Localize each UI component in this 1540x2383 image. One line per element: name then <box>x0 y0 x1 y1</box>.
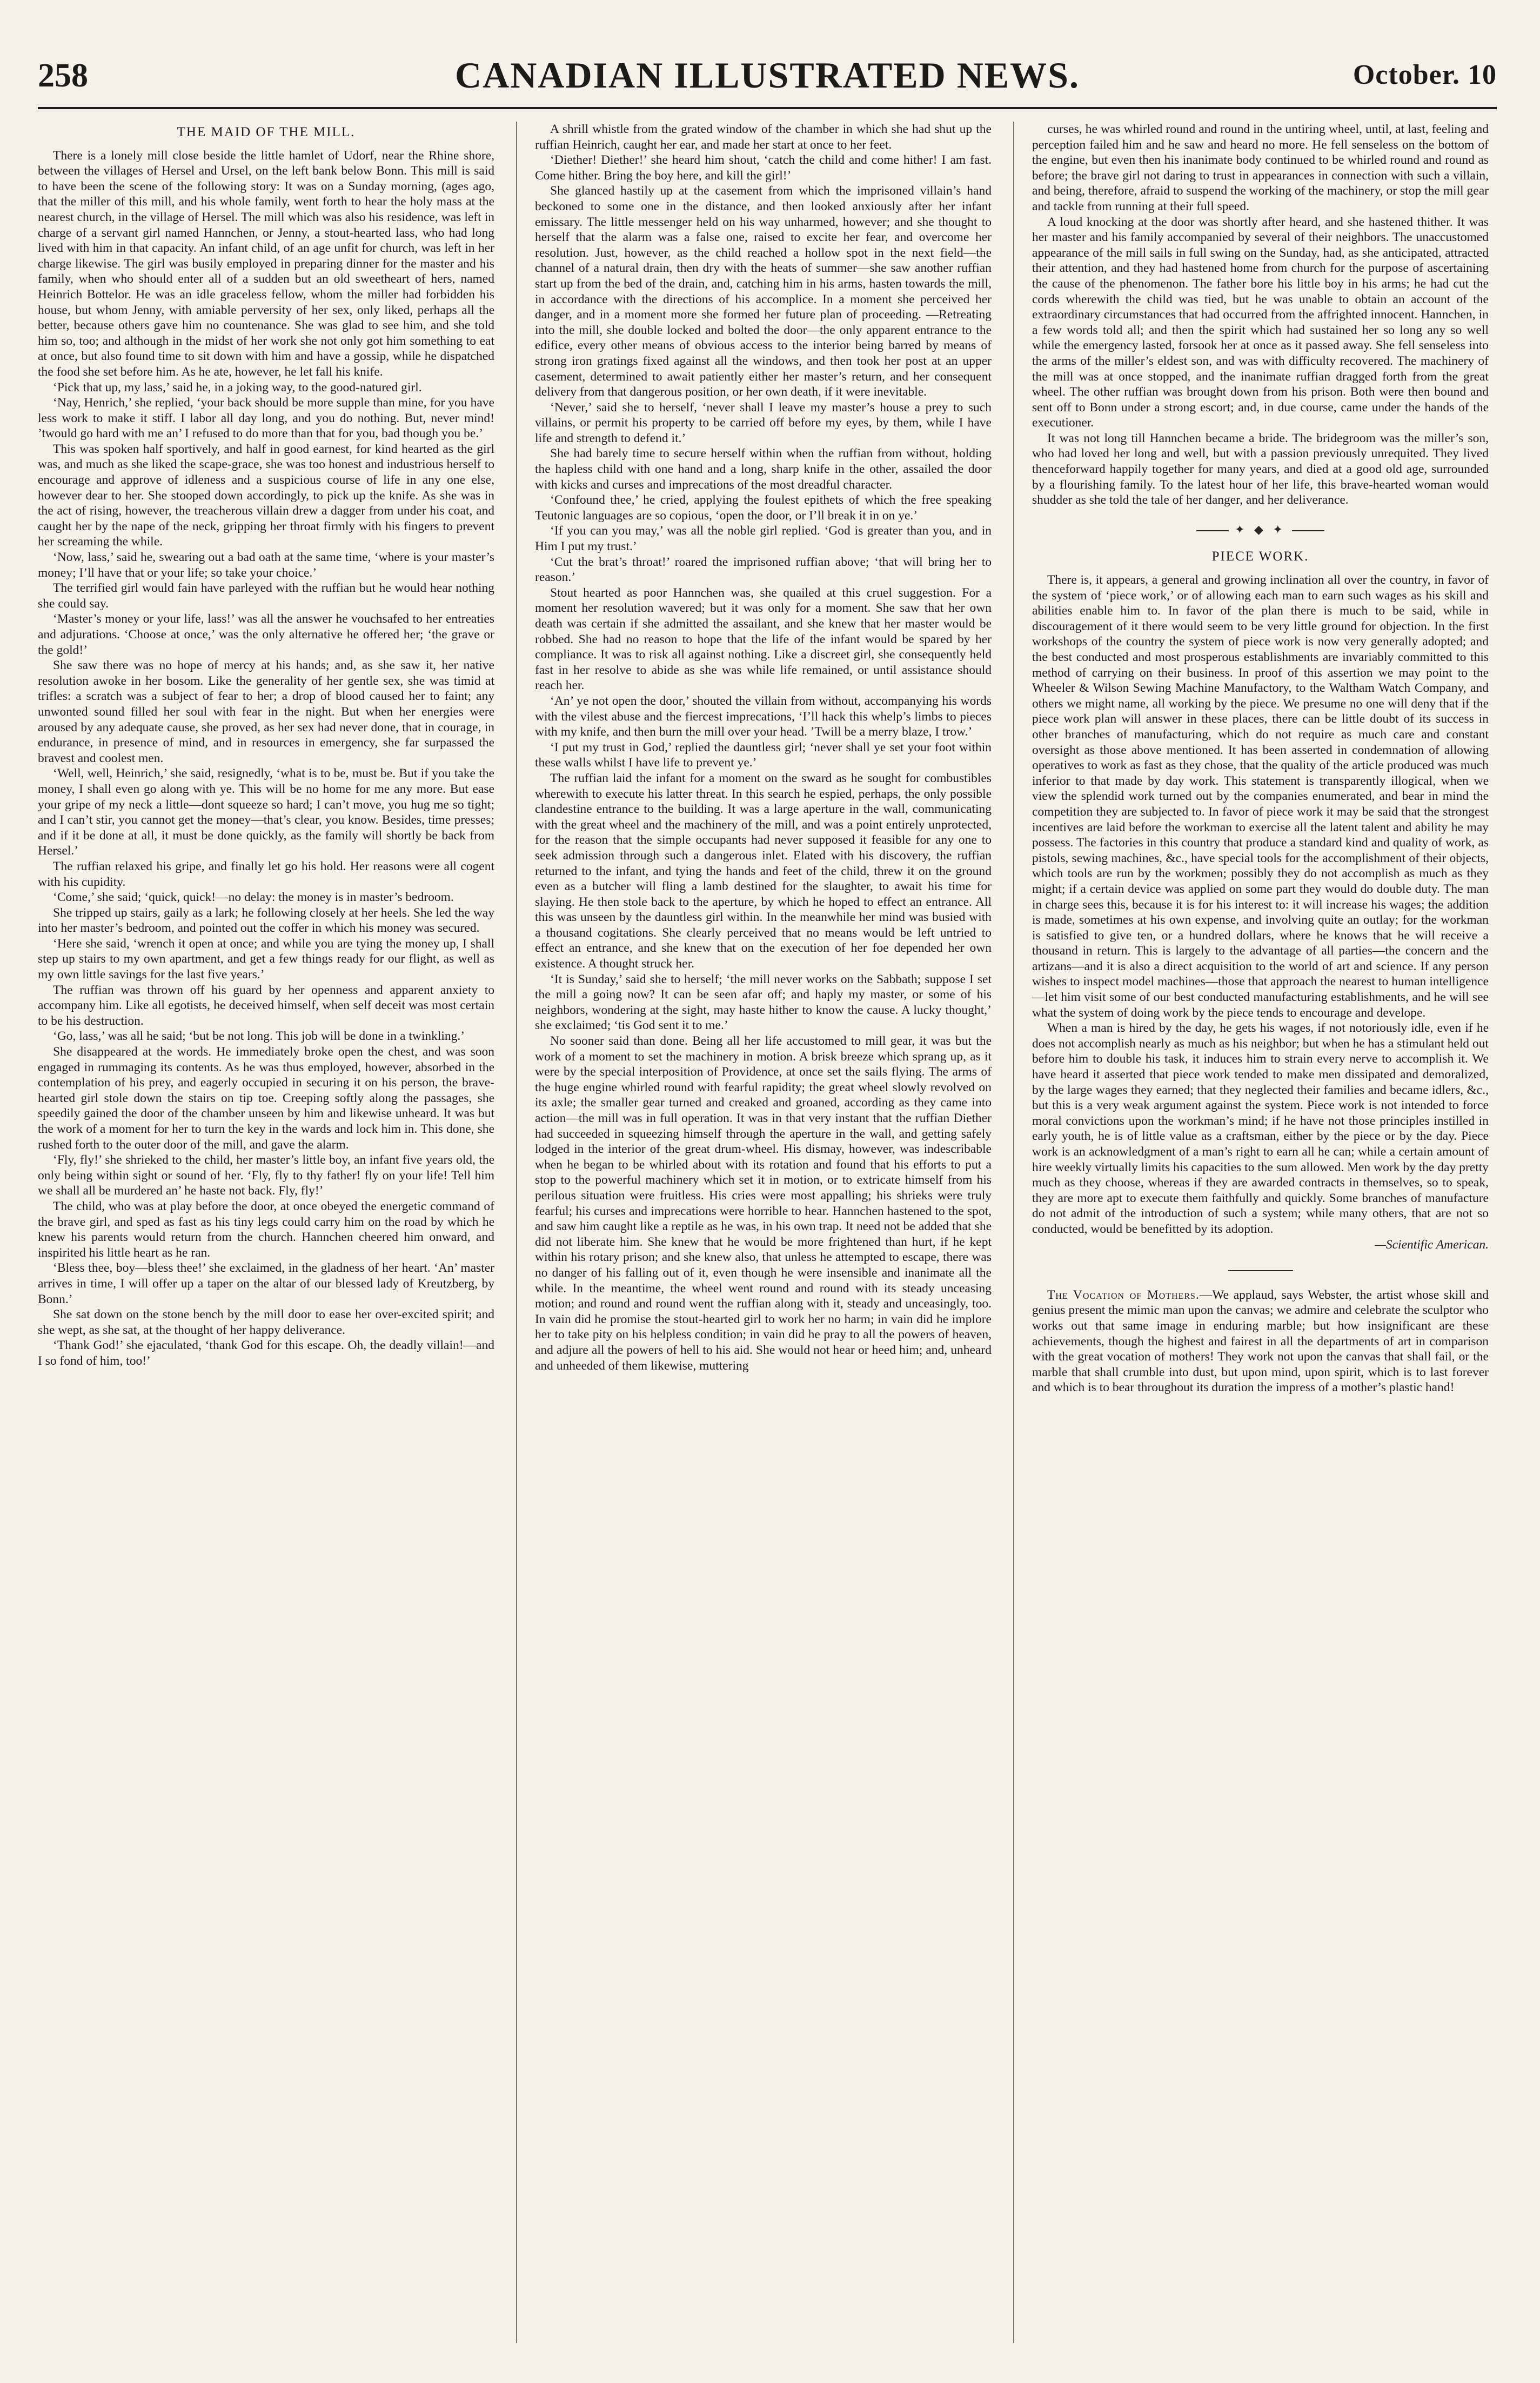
paragraph: ‘Pick that up, my lass,’ said he, in a joking way, to the good-natured girl. <box>53 380 422 395</box>
paragraph: She sat down on the stone bench by the mill door to ease her over-excited spirit; and she wept, as she sat, at the thought of her happy deliverance. <box>38 1307 494 1337</box>
paragraph: curses, he was whirled round and round in the untiring wheel, until, at last, feeling and perception failed him and he saw and heard no more. He fell senseless on the bottom of the engine, but even then his inanimate body continued to be whirled round and round as before; the brave girl not daring to trust in appearances in connection with such a villain, and being, therefore, afraid to suspend the working of the machinery, or stop the mill gear and tackle from running at their full speed. <box>1032 122 1489 213</box>
column-2 <box>535 122 992 2348</box>
paragraph: ‘Cut the brat’s throat!’ roared the imprisoned ruffian above; ‘that will bring her to reason.’ <box>535 555 992 585</box>
article-body-maid-of-the-mill-conclusion <box>1032 122 1489 508</box>
paragraph: No sooner said than done. Being all her life accustomed to mill gear, it was but the work of a moment to set the machinery in motion. A brisk breeze which sprang up, as it were by the special interposition of Providence, at once set the sails flying. The arms of the huge engine whirled round with fearful rapidity; the great wheel slowly revolved on its axle; the smaller gear turned and creaked and groaned, according as they came into action—the mill was in full operation. It was in that very instant that the ruffian Diether had succeeded in squeezing himself through the aperture in the wall, and getting safely lodged in the interior of the great drum-wheel. His dismay, however, was indescribable when he began to be whirled about with its rotation and found that his efforts to put a stop to the powerful machinery which set it in motion, or to extricate himself from his perilous situation were fruitless. His cries were most appalling; his shrieks were truly fearful; his curses and imprecations were horrible to hear. Hannchen hastened to the spot, and saw him caught like a reptile as he was, in his own trap. It need not be added that she did not liberate him. She knew that he would be more frightened than hurt, if he kept within his rotary prison; and she knew also, that unless he attempted to escape, there was no danger of his falling out of it, even though he were insensible and inanimate all the while. In the meantime, the wheel went round and round with its steady unceasing motion; and round and round went the ruffian along with it, steady and unceasingly, too. In vain did he promise the stout-hearted girl to work her no harm; in vain did he implore her to take pity on his helpless condition; in vain did he pray to all the powers of heaven, and adjure all the powers of hell to his aid. She would not hear or heed him; and, unheard and unheeded of them likewise, muttering <box>535 1034 992 1373</box>
paragraph: A loud knocking at the door was shortly after heard, and she hastened thither. It was her master and his family accompanied by several of their neighbors. The unaccustomed appearance of the mill sails in full swing on the Sunday, had, as she anticipated, attracted their attention, and they had hastened home from church for the purpose of ascertaining the cause of the phenomenon. The father bore his little boy in his arms; he had cut the cords wherewith the child was tied, but he was unable to obtain an account of the extraordinary circumstances that had occurred from the affrighted innocent. Hannchen, in a few words told all; and then the spirit which had sustained her so long any so well while the emergency lasted, forsook her at once as it passed away. She fell senseless into the arms of the miller’s eldest son, and was with difficulty recovered. The machinery of the mill was at once stopped, and the inanimate ruffian dragged forth from the great wheel. The other ruffian was brought down from his prison. Both were then bound and sent off to Bonn under a strong escort; and, in due course, came under the hands of the executioner. <box>1032 215 1489 430</box>
article-title-maid-of-the-mill: THE MAID OF THE MILL. <box>177 125 356 139</box>
article-credit <box>1032 1237 1489 1253</box>
paragraph: ‘Here she said, ‘wrench it open at once; and while you are tying the money up, I shall step up stairs to my own apartment, and get a few things ready for our flight, as well as my own little savings for the last five years.’ <box>38 936 494 982</box>
paragraph: She tripped up stairs, gaily as a lark; he following closely at her heels. She led the way into her master’s bedroom, and pointed out the coffer in which his money was secured. <box>38 905 494 936</box>
article-vocation-of-mothers <box>1032 1287 1489 1396</box>
column-1 <box>38 122 494 2348</box>
paragraph: ‘I put my trust in God,’ replied the dauntless girl; ‘never shall ye set your foot within these walls whilst I have life to prevent ye.’ <box>535 740 992 770</box>
section-ornament: ✦ ◆ ✦ <box>1032 522 1489 538</box>
paragraph: The ruffian laid the infant for a moment on the sward as he sought for combustibles wherewith to execute his latter threat. In this search he espied, perhaps, the only possible clandestine entrance to the building. It was a large aperture in the wall, communicating with the great wheel and the machinery of the mill, and was a point entirely unprotected, for the reason that the simple occupants had never supposed it feasible for any one to seek admission through such a dangerous inlet. Elated with his discovery, the ruffian returned to the infant, and tying the hands and feet of the child, threw it on the ground even as a butcher will fling a lamb destined for the slaughter, to await his time for slaying. He then stole back to the aperture, by which he hoped to effect an entrance. All this was unseen by the dauntless girl within. In the meanwhile her mind was busied with a thousand cogitations. She clearly perceived that no means would be left untried to effect an entrance, and she knew that on the execution of her foe depended her own existence. A thought struck her. <box>535 771 992 971</box>
paragraph: ‘Confound thee,’ he cried, applying the foulest epithets of which the free speaking Teutonic languages are so copious, ‘open the door, or I’ll break it in on ye.’ <box>535 493 992 523</box>
paragraph: When a man is hired by the day, he gets his wages, if not notoriously idle, even if he does not accomplish nearly as much as his neighbor; but when he has a stimulant held out before him to double his task, it induces him to strain every nerve to accomplish it. We have heard it asserted that piece work tended to make men dissipated and demoralized, by the large wages they earned; that they neglected their families and became idlers, &c., but this is a very weak argument against the system. Piece work is not intended to force moral convictions upon the workman’s mind; if he have not those principles instilled in early youth, he is of little value as a craftsman, either by the piece or by the day. Piece work is an acknowledgment of a man’s right to earn all he can; while a certain amount of hire weekly virtually limits his capacities to the sum allowed. Men work by the day pretty much as they choose, whereas if they are awarded contracts in themselves, so to speak, they are more apt to execute them faithfully and quickly. Some branches of manufacture do not admit of the introduction of such a system; while many others, that are not so conducted, would be benefitted by its adoption. <box>1032 1021 1489 1236</box>
paragraph: The terrified girl would fain have parleyed with the ruffian but he would hear nothing she could say. <box>38 581 494 611</box>
section-ornament <box>1032 1262 1489 1278</box>
article-title-piece-work: PIECE WORK. <box>1211 549 1309 564</box>
masthead-rule <box>38 107 1497 109</box>
paragraph: ‘Master’s money or your life, lass!’ was all the answer he vouchsafed to her entreaties and adjurations. ‘Choose at once,’ was the only alternative he offered her; ‘the grave or the gold!’ <box>38 612 494 657</box>
credit-text: —Scientific American. <box>1374 1237 1489 1252</box>
paragraph: ‘Now, lass,’ said he, swearing out a bad oath at the same time, ‘where is your master’s money; I’ll have that or your life; so take your choice.’ <box>38 550 494 580</box>
paragraph: ‘It is Sunday,’ said she to herself; ‘the mill never works on the Sabbath; suppose I set the mill a going now? It can be seen afar off; and haply my master, or some of his neighbors, wondering at the sight, may haste hither to know the cause. A lucky thought,’ she exclaimed; ‘tis God sent it to me.’ <box>535 972 992 1033</box>
paragraph: The child, who was at play before the door, at once obeyed the energetic command of the brave girl, and sped as fast as his tiny legs could carry him on the road by which he knew his parents would return from the church. Hannchen cheered him onward, and inspirited his little heart as he ran. <box>38 1199 494 1260</box>
article-body-piece-work <box>1032 572 1489 1237</box>
paragraph: She disappeared at the words. He immediately broke open the chest, and was soon engaged in rummaging its contents. As he was thus employed, however, absorbed in the contemplation of his prey, and eagerly occupied in securing it on his person, the brave-hearted girl stole down the stairs on tip toe. Creeping softly along the passages, she speedily gained the door of the chamber unseen by him and likewise unheard. It was but the work of a moment for her to turn the key in the wards and lock him in. This done, she rushed forth to the outer door of the mill, and gave the alarm. <box>38 1045 494 1152</box>
column-3 <box>1032 122 1489 2348</box>
paragraph: The ruffian relaxed his gripe, and finally let go his hold. Her reasons were all cogent with his cupidity. <box>38 859 494 889</box>
paragraph: ‘Fly, fly!’ she shrieked to the child, her master’s little boy, an infant five years old, the only being within sight or sound of her. ‘Fly, fly to thy father! fly on your life! Tell him we shall all be murdered an’ he haste not back. Fly, fly!’ <box>38 1153 494 1198</box>
paragraph: This was spoken half sportively, and half in good earnest, for kind hearted as the girl was, and much as she liked the scape-grace, she was too honest and industrious herself to encourage and approve of idleness and a suspicious course of life in any one else, however dear to her. She stooped down accordingly, to pick up the knife. As she was in the act of rising, however, the treacherous villain drew a dagger from under his coat, and caught her by the nape of the neck, gripping her throat firmly with his fingers to prevent her screaming the while. <box>38 442 494 549</box>
paragraph: It was not long till Hannchen became a bride. The bridegroom was the miller’s son, who had loved her long and well, but with a passion previously unrequited. They lived thenceforward happily together for many years, and died at a good old age, surrounded by a flourishing family. To the latest hour of her life, this brave-hearted woman would shudder as she told the tale of her danger, and her deliverance. <box>1032 431 1489 508</box>
paragraph: There is, it appears, a general and growing inclination all over the country, in favor of the system of ‘piece work,’ or of allowing each man to earn such wages as his skill and abilities enable him to. In favor of the plan there is much to be said, while in discouragement of it there would seem to be very little ground for objection. In the first workshops of the country the system of piece work is now very generally adopted; and the best conducted and most prosperous establishments are invariably committed to this method of carrying on their business. In proof of this assertion we may point to the Wheeler & Wilson Sewing Machine Manufactory, to the Waltham Watch Company, and others we might name, all working by the piece. We presume no one will deny that if the piece work plan will answer in these places, there can be little doubt of its success in other branches of manufacturing, which do not require as much care and constant oversight as those above mentioned. It has been asserted in condemnation of allowing operatives to work as fast as they chose, that the quality of the article produced was much inferior to that made by day work. This statement is transparently illogical, when we view the splendid work turned out by the companies enumerated, and bear in mind the competition they are subjected to. In favor of piece work it may be said that the strongest incentives are laid before the workman to exercise all the latent talent and ability he may possess. The factories in this country that produce a standard kind and quality of work, as pistols, sewing machines, &c., have special tools for the accomplishment of their objects, which tools are run by the workmen; possibly they do not accomplish as much as they might; if a certain device was applied on some part they would do double duty. The man in charge sees this, because it is for his interest to: it will increase his wages; the addition is made, sometimes at his own expense, and involving quite an outlay; for the workman is satisfied to give ten, or a hundred dollars, where he knows that he will receive a thousand in return. This is largely to the advantage of all parties—the concern and the artizans—and it is also a direct acquisition to the world of art and science. If any person wishes to inspect model machines—those that approach the nearest to human intelligence—let him visit some of our best conducted manufacturing establishments, and he will see what the system of doing work by the piece tends to encourage and develope. <box>1032 573 1489 1020</box>
paragraph: ‘Go, lass,’ was all he said; ‘but be not long. This job will be done in a twinkling.’ <box>53 1029 465 1044</box>
paragraph: She saw there was no hope of mercy at his hands; and, as she saw it, her native resolution awoke in her bosom. Like the generality of her gentle sex, she was timid at trifles: a scratch was a subject of fear to her; a drop of blood caused her to faint; any unwonted sound filled her soul with fear in the night. But when her energies were aroused by any adequate cause, she proved, as her sex had never done, that in courage, in endurance, in presence of mind, and in resources in emergency, she far surpassed the bravest and coolest men. <box>38 658 494 765</box>
paper-title: CANADIAN ILLUSTRATED NEWS. <box>455 55 1080 96</box>
paragraph: A shrill whistle from the grated window of the chamber in which she had shut up the ruffian Heinrich, caught her ear, and made her start at once to her feet. <box>535 122 992 152</box>
article-body-maid-of-the-mill-continued <box>535 122 992 1373</box>
paragraph: The ruffian was thrown off his guard by her openness and apparent anxiety to accompany him. Like all egotists, he deceived himself, when self deceit was most certain to be his destruction. <box>38 983 494 1028</box>
paragraph: ‘Well, well, Heinrich,’ she said, resignedly, ‘what is to be, must be. But if you take the money, I shall even go along with ye. This will be no home for me any more. But ease your gripe of my neck a little—dont squeeze so hard; I can’t move, you hug me so tight; and I can’t stir, you cannot get the money—that’s clear, you know. Besides, time presses; and if it be done at all, it must be done quickly, as the family will shortly be back from Hersel.’ <box>38 766 494 858</box>
page-number: 258 <box>38 57 88 94</box>
issue-date: October. 10 <box>1352 59 1497 90</box>
note-title: The Vocation of Mothers. <box>1047 1287 1200 1302</box>
article-body-maid-of-the-mill <box>38 148 494 1369</box>
paragraph: ‘Never,’ said she to herself, ‘never shall I leave my master’s house a prey to such villains, or permit his property to be carried off before my eyes, by them, while I have life and strength to defend it.’ <box>535 400 992 445</box>
paragraph: Stout hearted as poor Hannchen was, she quailed at this cruel suggestion. For a moment her resolution wavered; but it was only for a moment. She saw that her own death was certain if she admitted the assailant, and she knew that her master would be robbed. She had no reason to hope that the life of the infant would be spared by her compliance. It was to risk all against nothing. Like a discreet girl, she consequently held fast in her resolve to abide as she was while life remained, or until assistance should reach her. <box>535 585 992 693</box>
paragraph: ‘Thank God!’ she ejaculated, ‘thank God for this escape. Oh, the deadly villain!—and I so fond of him, too!’ <box>38 1338 494 1368</box>
paragraph: ‘Nay, Henrich,’ she replied, ‘your back should be more supple than mine, for you have less work to make it stiff. I labor all day long, and you do nothing. But, never mind! ’twould go hard with me an’ I refused to do more than that for you, bad though you be.’ <box>38 396 494 441</box>
paragraph: ‘Bless thee, boy—bless thee!’ she exclaimed, in the gladness of her heart. ‘An’ master arrives in time, I will offer up a taper on the altar of our blessed lady of Kreutzberg, by Bonn.’ <box>38 1261 494 1306</box>
paragraph: She had barely time to secure herself within when the ruffian from without, holding the hapless child with one hand and a long, sharp knife in the other, assailed the door with kicks and curses and imprecations of the most dreadful character. <box>535 446 992 492</box>
paragraph: ‘If you can you may,’ was all the noble girl replied. ‘God is greater than you, and in Him I put my trust.’ <box>535 524 992 554</box>
column-divider <box>516 122 517 2343</box>
paragraph: There is a lonely mill close beside the little hamlet of Udorf, near the Rhine shore, between the villages of Hersel and Ursel, on the left bank below Bonn. This mill is said to have been the scene of the following story: It was on a Sunday morning, (ages ago, that the miller of this mill, and his whole family, went forth to hear the holy mass at the nearest church, in the village of Hersel. The mill which was also his residence, was left in charge of a servant girl named Hannchen, or Jenny, a stout-hearted lass, who had long lived with him in that capacity. An infant child, of an age unfit for church, was left in her charge likewise. The girl was busily employed in preparing dinner for the master and his family, when who should enter all of a sudden but an old sweetheart of hers, named Heinrich Bottelor. He was an idle graceless fellow, whom the miller had forbidden his house, but whom Jenny, with amiable perversity of her sex, only liked, perhaps all the better, because others gave him no countenance. She was glad to see him, and she told him so, too; and although in the midst of her work she not only got him something to eat at once, but also found time to sit down with him and have a gossip, while he dispatched the food she set before him. As he ate, however, he let fall his knife. <box>38 148 494 379</box>
paragraph: ‘Come,’ she said; ‘quick, quick!—no delay: the money is in master’s bedroom. <box>53 890 454 905</box>
paragraph: She glanced hastily up at the casement from which the imprisoned villain’s hand beckoned to some one in the distance, and then looked anxiously after her infant emissary. The little messenger held on his way unharmed, however; and she thought to herself that the alarm was a false one, raised to excite her fear, and overcome her resolution. Just, however, as the child reached a hollow spot in the next field—the channel of a natural drain, then dry with the heats of summer—she saw another ruffian start up from the bed of the drain, and, catching him in his arms, hasten towards the mill, in accordance with the directions of his accomplice. In a moment she perceived her danger, and in a moment more she formed her future plan of proceeding. —Retreating into the mill, she double locked and bolted the door—the only apparent entrance to the edifice, every other means of obvious access to the interior being barred by means of strong iron gratings fixed against all the windows, and then took her post at an upper casement, determined to await patiently either her master’s return, and her consequent delivery from that dangerous position, or her own death, if it were inevitable. <box>535 184 992 399</box>
paragraph: ‘An’ ye not open the door,’ shouted the villain from without, accompanying his words with the vilest abuse and the fiercest imprecations, ‘I’ll hack this whelp’s limbs to pieces with my knife, and then burn the mill over your head. ’Twill be a merry blaze, I trow.’ <box>535 693 992 739</box>
masthead <box>38 51 1497 100</box>
paragraph: ‘Diether! Diether!’ she heard him shout, ‘catch the child and come hither! I am fast. Come hither. Bring the boy here, and kill the girl!’ <box>535 153 992 183</box>
note-text: —We applaud, says Webster, the artist whose skill and genius present the mimic man upon the canvas; we admire and celebrate the sculptor who works out that same image in enduring marble; but how insignificant are these achievements, though the highest and fairest in all the departments of art in comparison with the great vocation of mothers! They work not upon the canvas that shall fail, or the marble that shall crumble into dust, but upon mind, upon spirit, which is to last forever and which is to bear throughout its duration the impress of a mother’s plastic hand! <box>1032 1287 1489 1395</box>
column-divider <box>1013 122 1014 2343</box>
